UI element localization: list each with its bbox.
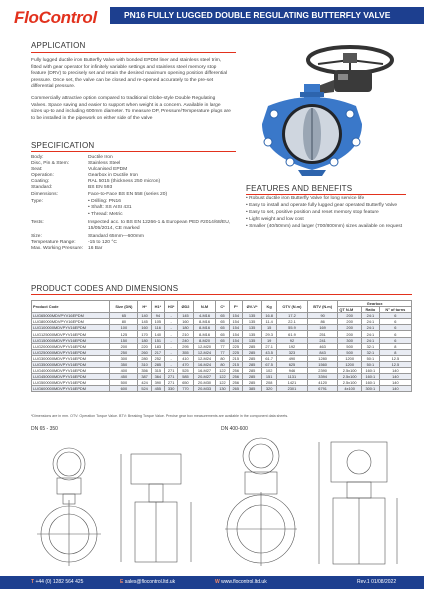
table-cell: 160:1 (361, 374, 379, 380)
table-cell: 160:1 (361, 368, 379, 374)
application-paragraph-1: Fully lugged ductile iron Butterfly Valve with bonded EPDM liner and stainless steel trim, fitted with gear operator for infinitely variable settings and stainless steel memory stop feature (DRV) to precisely set and retain the desired maximum opening position differential pressure. Once set, the valve can be closed and re-opened accurately to the pre-set differential pressure. (31, 58, 228, 90)
table-cell: 770 (178, 386, 193, 392)
table-cell: 135 (242, 319, 261, 325)
table-cell: 8-M16 (193, 325, 216, 331)
table-cell: 24:1 (361, 331, 379, 337)
table-cell: 6 (379, 319, 411, 325)
table-cell: 260 (138, 349, 151, 355)
table-cell: 1560 (307, 361, 338, 367)
table-cell: 285 (242, 349, 261, 355)
table-cell: 200 (110, 343, 138, 349)
table-cell: 463 (307, 343, 338, 349)
table-cell: 200 (338, 313, 362, 319)
table-cell: 300 (110, 355, 138, 361)
table-cell: 125 (110, 331, 138, 337)
table-cell: 105 (151, 319, 164, 325)
table-footnote: *Dimensions are in mm. OTV: Operation Torque Value. BTV: Breaking Torque Value. Precise gear box measurements are available in the component data sheets. (31, 414, 289, 418)
table-cell: 15 (262, 325, 277, 331)
table-cell: 6 (379, 325, 411, 331)
features-heading: FEATURES AND BENEFITS (246, 184, 353, 193)
table-cell: 61.7 (262, 355, 277, 361)
table-cell: LUG100000MDVPYV16EPDM (32, 325, 110, 331)
table-cell: 300 (338, 337, 362, 343)
table-cell: 77 (216, 349, 229, 355)
table-cell: 80 (110, 319, 138, 325)
header (0, 0, 424, 31)
specification-divider (31, 151, 236, 152)
spec-row-tests: Tests: Inspected acc. to BS EN 12266-1 & European PED #2014/68/EU, 15/05/2014, CE marked (31, 219, 231, 231)
table-cell: 154 (229, 325, 242, 331)
table-cell: 140 (379, 380, 411, 386)
table-cell: 12-M24 (193, 349, 216, 355)
table-cell: 585 (178, 374, 193, 380)
table-cell: 843 (307, 349, 338, 355)
table-cell: 6791 (307, 386, 338, 392)
table-cell: 2390 (307, 368, 338, 374)
table-cell: 135 (242, 331, 261, 337)
table-cell: 140 (379, 374, 411, 380)
table-cell: 200 (338, 319, 362, 325)
table-cell: LUG450000MDVPYV16EPDM (32, 374, 110, 380)
table-cell: 154 (229, 319, 242, 325)
table-cell: 102 (262, 368, 277, 374)
table-cell: - (165, 343, 178, 349)
spec-row-body: Body: Ductile Iron (31, 155, 113, 160)
table-cell: 330 (165, 386, 178, 392)
table-cell: 215 (229, 355, 242, 361)
application-heading: APPLICATION (31, 41, 86, 50)
table-cell: 86 (307, 319, 338, 325)
list-item: • Smaller (40/50mm) and larger (700/800mm) sizes available on request (246, 224, 406, 230)
footer (0, 576, 424, 589)
table-cell: 385 (242, 386, 261, 392)
table-cell: LUG600000MDVPYV16EPDM (32, 386, 110, 392)
col-kg: Kg (262, 301, 277, 313)
table-cell: 94 (151, 313, 164, 319)
table-cell: 77 (216, 343, 229, 349)
table-cell: 169 (307, 325, 338, 331)
table-cell: - (165, 319, 178, 325)
table-cell: LUG150000MDVPYV16EPDM (32, 337, 110, 343)
table-cell: 356 (138, 368, 151, 374)
table-cell: 154 (229, 337, 242, 343)
table-cell: 285 (242, 380, 261, 386)
table-cell: 524 (138, 386, 151, 392)
table-cell: 1200 (338, 355, 362, 361)
table-cell: 323 (277, 349, 308, 355)
table-cell: 92 (277, 337, 308, 343)
table-cell: 2301 (277, 386, 308, 392)
table-cell: 170 (138, 331, 151, 337)
table-cell: 29.3 (262, 331, 277, 337)
table-cell: LUG80000MDVPYV16EPDM (32, 319, 110, 325)
table-cell: 200 (338, 331, 362, 337)
table-cell: 8 (379, 343, 411, 349)
product-codes-body (32, 313, 412, 392)
table-cell: 24:1 (361, 319, 379, 325)
table-cell: LUG250000MDVPYV16EPDM (32, 349, 110, 355)
table-cell: 50:1 (361, 355, 379, 361)
spec-row-dimensions: Dimensions: Face-to-Face BS EN 558 (series 20) (31, 191, 168, 197)
table-cell: 16-M24 (193, 361, 216, 367)
valve-product-image (238, 38, 418, 178)
table-cell: 285 (242, 361, 261, 367)
table-cell: 280 (138, 355, 151, 361)
table-cell: 65 (110, 313, 138, 319)
table-cell: 90 (307, 313, 338, 319)
col-nm: N-M (193, 301, 216, 313)
specification-list (31, 155, 231, 252)
table-cell: 12-M20 (193, 343, 216, 349)
table-cell: - (165, 325, 178, 331)
table-cell: 8-M16 (193, 319, 216, 325)
footer-phone: T +44 (0) 1282 564 425 (31, 579, 84, 585)
table-cell: 387 (138, 374, 151, 380)
col-ratio: Ratio (361, 307, 379, 313)
table-cell: 24:1 (361, 313, 379, 319)
features-list (246, 196, 406, 230)
table-cell: 400 (110, 368, 138, 374)
table-cell: 19 (262, 337, 277, 343)
table-cell: 100 (110, 325, 138, 331)
table-cell: 140 (151, 331, 164, 337)
col-h1: H1* (151, 301, 164, 313)
table-cell: 1421 (277, 380, 308, 386)
spec-row-size: Size: Standard 65mm—600mm (31, 233, 144, 239)
table-cell: 241 (307, 337, 338, 343)
table-cell: 20-M27 (193, 374, 216, 380)
table-cell: 315 (151, 368, 164, 374)
table-cell: 151 (262, 374, 277, 380)
table-cell: 295 (178, 343, 193, 349)
table-cell: 424 (138, 380, 151, 386)
table-cell: 455 (151, 386, 164, 392)
table-cell: 8 (379, 349, 411, 355)
table-cell: 625 (277, 361, 308, 367)
col-h: H* (138, 301, 151, 313)
table-cell: 251 (307, 331, 338, 337)
spec-row-operation: Operation: Gearbox in Ductile Iron (31, 173, 139, 179)
table-cell: 135 (242, 313, 261, 319)
table-cell: 3394 (307, 374, 338, 380)
table-cell: 600 (110, 386, 138, 392)
table-cell: 1131 (277, 374, 308, 380)
footer-revision: Rev.1 01/08/2022 (357, 579, 397, 585)
table-cell: 470 (178, 361, 193, 367)
table-cell: 355 (178, 349, 193, 355)
table-cell: 80 (216, 355, 229, 361)
table-cell: 1280 (307, 355, 338, 361)
table-cell: - (165, 361, 178, 367)
table-cell: 285 (242, 343, 261, 349)
table-cell: LUG400000MDVPYV16EPDM (32, 368, 110, 374)
table-cell: 285 (151, 361, 164, 367)
col-d2: ØD2 (178, 301, 193, 313)
table-cell: LUG350000MDVPYV16EPDM (32, 361, 110, 367)
table-cell: 140 (379, 368, 411, 374)
table-cell: 450 (110, 374, 138, 380)
col-size: Size (DN) (110, 301, 138, 313)
features-divider (246, 194, 406, 195)
table-cell: 225 (229, 349, 242, 355)
table-cell: 65 (216, 337, 229, 343)
table-cell: 285 (242, 374, 261, 380)
table-cell: 65 (216, 313, 229, 319)
table-cell: 6 (379, 337, 411, 343)
table-cell: 27.1 (262, 343, 277, 349)
specification-heading: SPECIFICATION (31, 141, 95, 150)
table-cell: 160:1 (361, 380, 379, 386)
table-cell: 160 (178, 319, 193, 325)
table-cell: 61.9 (277, 331, 308, 337)
technical-drawing-large (221, 434, 411, 568)
table-cell: 256 (229, 374, 242, 380)
col-otv: OTV (N.m) (277, 301, 308, 313)
technical-drawing-small (31, 434, 211, 568)
table-cell: 208 (262, 380, 277, 386)
table-cell: 192 (277, 343, 308, 349)
brand-logo: FloControl (14, 8, 97, 27)
table-cell: 22.1 (277, 319, 308, 325)
table-cell: 4120 (307, 380, 338, 386)
table-cell: - (165, 337, 178, 343)
table-cell: 145 (178, 313, 193, 319)
table-cell: 2.5x100 (338, 380, 362, 386)
table-cell: 65 (216, 331, 229, 337)
table-cell: 250 (110, 349, 138, 355)
table-cell: 4-M16 (193, 313, 216, 319)
table-cell: - (165, 355, 178, 361)
spec-row-temperature: Temperature Range: -15 to 120 °C (31, 240, 117, 246)
table-cell: 145 (138, 319, 151, 325)
table-cell: 24:1 (361, 325, 379, 331)
table-cell: 135 (242, 325, 261, 331)
table-cell: 256 (229, 380, 242, 386)
page-title: PN16 FULLY LUGGED DOUBLE REGULATING BUTTERFLY VALVE (110, 7, 424, 24)
spec-row-pressure: Max. Working Pressure: 16 Bar (31, 246, 103, 252)
table-cell: - (165, 349, 178, 355)
drawing-label-left: DN 65 - 350 (31, 426, 58, 432)
list-item: • Robust ductile iron Butterfly Valve for long service life (246, 196, 406, 202)
col-product-code: Product Code (32, 301, 110, 313)
table-cell: 12.5 (379, 355, 411, 361)
table-cell: 500 (110, 380, 138, 386)
table-cell: 300:1 (361, 386, 379, 392)
table-cell: 271 (165, 374, 178, 380)
table-cell: 364 (151, 374, 164, 380)
table-cell: 122 (216, 380, 229, 386)
table-cell: 2.5x100 (338, 368, 362, 374)
table-cell: 20-M33 (193, 386, 216, 392)
col-c: C* (216, 301, 229, 313)
table-cell: 320 (262, 386, 277, 392)
table-cell: 4x100 (338, 386, 362, 392)
table-cell: 55.9 (277, 325, 308, 331)
product-codes-table (31, 300, 412, 392)
table-cell: 130 (216, 386, 229, 392)
col-h3: H3* (165, 301, 178, 313)
table-cell: 310 (138, 361, 151, 367)
table-cell: 12-M24 (193, 355, 216, 361)
table-cell: 122 (216, 368, 229, 374)
table-cell: 65 (216, 325, 229, 331)
table-cell: 8-M20 (193, 337, 216, 343)
table-cell: 225 (229, 343, 242, 349)
table-cell: 160 (138, 325, 151, 331)
list-item: • Easy to install and operate fully lugged gear operated Butterfly Valve (246, 203, 406, 209)
table-cell: 183 (151, 343, 164, 349)
spec-row-seat: Seat: Vulcanised EPDM (31, 167, 128, 173)
list-item: • Drilling: PN16 (88, 199, 231, 206)
table-cell: 6 (379, 331, 411, 337)
table-cell: 200 (338, 325, 362, 331)
table-cell: 350 (110, 361, 138, 367)
table-cell: LUG500000MDVPYV16EPDM (32, 380, 110, 386)
table-cell: 271 (165, 380, 178, 386)
table-cell: LUG300000MDVPYV16EPDM (32, 355, 110, 361)
list-item: • Thread: Metric (88, 212, 231, 219)
col-qt: QT N-M (338, 307, 362, 313)
spec-row-standard: Standard: BS EN 593 (31, 185, 113, 191)
application-text (31, 58, 231, 127)
table-cell: 180 (138, 337, 151, 343)
table-cell: 215 (229, 361, 242, 367)
table-cell: 500 (338, 343, 362, 349)
table-cell: 67.5 (262, 361, 277, 367)
table-cell: 150 (110, 337, 138, 343)
table-cell: 140 (138, 313, 151, 319)
spec-row-disc: Disc, Pin & Stem: Stainless Steel (31, 161, 121, 167)
col-turns: N° of turns (379, 307, 411, 313)
table-cell: 16-M27 (193, 368, 216, 374)
table-cell: 1200 (338, 361, 362, 367)
table-cell: 210 (178, 331, 193, 337)
table-cell: 2.5x100 (338, 374, 362, 380)
table-cell: 217 (151, 349, 164, 355)
table-cell: 265 (229, 386, 242, 392)
table-cell: 11.4 (262, 319, 277, 325)
col-btv: BTV (N.m) (307, 301, 338, 313)
table-cell: 500 (338, 349, 362, 355)
table-cell: 180 (178, 325, 193, 331)
table-cell: - (165, 331, 178, 337)
table-cell: 252 (151, 355, 164, 361)
table-cell: 946 (277, 368, 308, 374)
table-cell: 410 (178, 355, 193, 361)
table-row (32, 386, 412, 392)
table-cell: 12.5 (379, 361, 411, 367)
table-cell: 525 (178, 368, 193, 374)
table-cell: 490 (277, 355, 308, 361)
col-vv: ØV-V* (242, 301, 261, 313)
list-item: • Easy to set, positive position and reset memory stop feature (246, 210, 406, 216)
table-cell: 285 (242, 368, 261, 374)
table-cell: 390 (151, 380, 164, 386)
table-cell: 8-M16 (193, 331, 216, 337)
table-cell: 140 (379, 386, 411, 392)
table-cell: 116 (151, 325, 164, 331)
table-cell: 32:1 (361, 349, 379, 355)
table-cell: - (165, 313, 178, 319)
table-cell: 256 (229, 368, 242, 374)
table-cell: 220 (138, 343, 151, 349)
table-cell: 6 (379, 313, 411, 319)
table-cell: 50:1 (361, 361, 379, 367)
spec-row-coating: Coating: RAL 5015 (thickness 250 micron) (31, 179, 161, 185)
table-cell: 17.2 (277, 313, 308, 319)
footer-website[interactable]: W www.flocontrol.ltd.uk (215, 579, 267, 585)
table-cell: 80 (216, 361, 229, 367)
table-cell: 154 (229, 313, 242, 319)
table-cell: 650 (178, 380, 193, 386)
table-cell: 16.8 (262, 313, 277, 319)
application-divider (31, 52, 236, 53)
product-codes-heading: PRODUCT CODES AND DIMENSIONS (31, 284, 179, 293)
table-cell: 154 (229, 331, 242, 337)
table-cell: 43.5 (262, 349, 277, 355)
table-cell: LUG125000MDVPYV16EPDM (32, 331, 110, 337)
table-cell: 135 (242, 337, 261, 343)
list-item: • Shaft: SS AISI 431 (88, 205, 231, 212)
application-paragraph-2: Commercially attractive option compared to traditional Globe-style Double Regulating Valves. Space saving and easier to support when weight is a concern. Available in large sizes up-to and including 600mm diameter. To measure DP, Pressure/Temperature plugs are to be installed in the pipework on either side of the valve (31, 95, 231, 121)
footer-email[interactable]: E sales@flocontrol.ltd.uk (120, 579, 176, 585)
table-cell: LUG200000MDVPYV16EPDM (32, 343, 110, 349)
table-cell: 240 (178, 337, 193, 343)
spec-type-list (88, 199, 231, 219)
table-cell: 65 (216, 319, 229, 325)
col-f: F* (229, 301, 242, 313)
table-cell: 271 (165, 368, 178, 374)
col-gearbox: Gearbox (338, 301, 412, 307)
table-cell: 285 (242, 355, 261, 361)
table-cell: 151 (151, 337, 164, 343)
table-cell: 24:1 (361, 337, 379, 343)
spec-row-type: Type: • Drilling: PN16 • Shaft: SS AISI 431 • Thread: Metric (31, 199, 231, 219)
table-cell: 20-M30 (193, 380, 216, 386)
table-cell: 32:1 (361, 343, 379, 349)
drawing-label-right: DN 400-600 (221, 426, 248, 432)
list-item: • Light weight and low cost (246, 217, 406, 223)
table-cell: LUG65000MDVPYV16EPDM (32, 313, 110, 319)
product-codes-divider (31, 294, 412, 295)
table-cell: 122 (216, 374, 229, 380)
